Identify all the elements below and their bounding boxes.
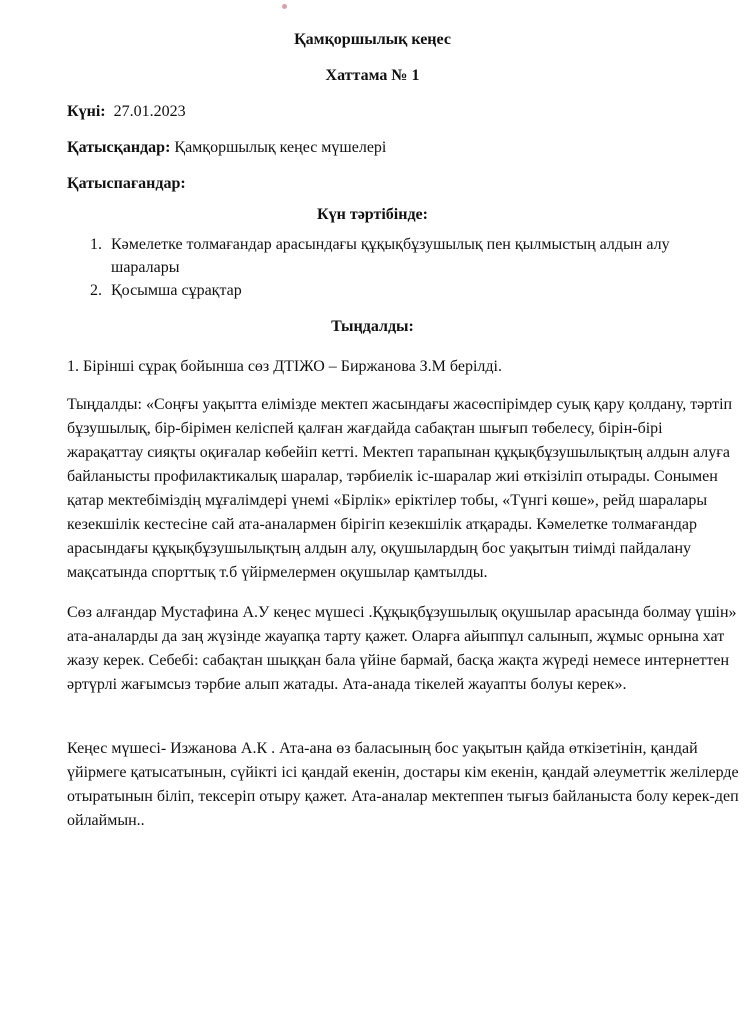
- date-label: Күні:: [67, 103, 106, 120]
- agenda-item: [90, 279, 710, 302]
- ink-mark: [282, 4, 287, 9]
- heard-heading: Тыңдалды:: [331, 318, 414, 335]
- attended-line: [67, 139, 386, 157]
- attended-label: Қатысқандар:: [67, 139, 171, 156]
- date-line: [67, 103, 186, 121]
- attended-value: Қамқоршылық кеңес мүшелері: [174, 139, 387, 156]
- agenda-item-text: Қосымша сұрақтар: [111, 282, 242, 299]
- agenda-item-number: 2.: [90, 282, 102, 299]
- agenda-item: [90, 233, 710, 279]
- agenda-item-text: Кәмелетке толмағандар арасындағы құқықбұзушылық пен қылмыстың алдын алу шаралары: [111, 236, 670, 276]
- paragraph-first-question: 1. Бірінші сұрақ бойынша сөз ДТІЖО – Биржанова З.М берілді.: [67, 358, 502, 375]
- agenda-list: [90, 233, 710, 302]
- agenda-item-number: 1.: [90, 236, 102, 253]
- paragraph-report: Тыңдалды: «Соңғы уақытта елімізде мектеп жасындағы жасөспірімдер суық қару қолдану, тәртіп бұзушылық, бір-бірімен келіспей қалған жағдайда сабақтан шығып төбелесу, бірін-бірі жарақаттау сияқты оқиғалар көбейіп кетті. Мектеп тарапынан құқықбұзушылықтың алдын алуға байланысты профилактикалық шаралар, тәрбиелік іс-шаралар жиі өткізіліп отырады. Сонымен қатар мектебіміздің мұғалімдері үнемі «Бірлік» еріктілер тобы, «Түнгі көше», рейд шаралары кезекшілік кестесіне сай ата-аналармен бірігіп кезекшілік атқарады. Кәмелетке толмағандар арасындағы құқықбұзушылықтың алдын алу, оқушылардың бос уақытын тиімді пайдалану мақсатында спорттық т.б үйірмелермен оқушылар қамтылды.: [67, 396, 733, 581]
- paragraph-izzhanova: Кеңес мүшесі- Изжанова А.К . Ата-ана өз баласының бос уақытын қайда өткізетінін, қандай үйірмеге қатысатынын, сүйікті ісі қандай екенін, достары кім екенін, қандай әлеуметтік желілерде отыратынын біліп, тексеріп отыру қажет. Ата-аналар мектеппен тығыз байланыста болу керек-деп ойлаймын..: [67, 740, 739, 829]
- paragraph-mustafina: Сөз алғандар Мустафина А.У кеңес мүшесі .Құқықбұзушылық оқушылар арасында болмау үшін» ата-аналарды да заң жүзінде жауапқа тарту қажет. Оларға айыппұл салынып, жұмыс орнына хат жазу керек. Себебі: сабақтан шыққан бала үйіне бармай, басқа жақта жүреді немесе интернеттен әртүрлі жағымсыз тәрбие алып жатады. Ата-анада тікелей жауапты болуы керек».: [67, 604, 737, 693]
- agenda-heading: Күн тәртібінде:: [317, 206, 428, 223]
- absent-label: Қатыспағандар:: [67, 175, 186, 192]
- document-title: Қамқоршылық кеңес: [294, 31, 451, 48]
- absent-line: [67, 175, 186, 193]
- protocol-number: Хаттама № 1: [325, 67, 420, 84]
- date-value: 27.01.2023: [113, 103, 186, 120]
